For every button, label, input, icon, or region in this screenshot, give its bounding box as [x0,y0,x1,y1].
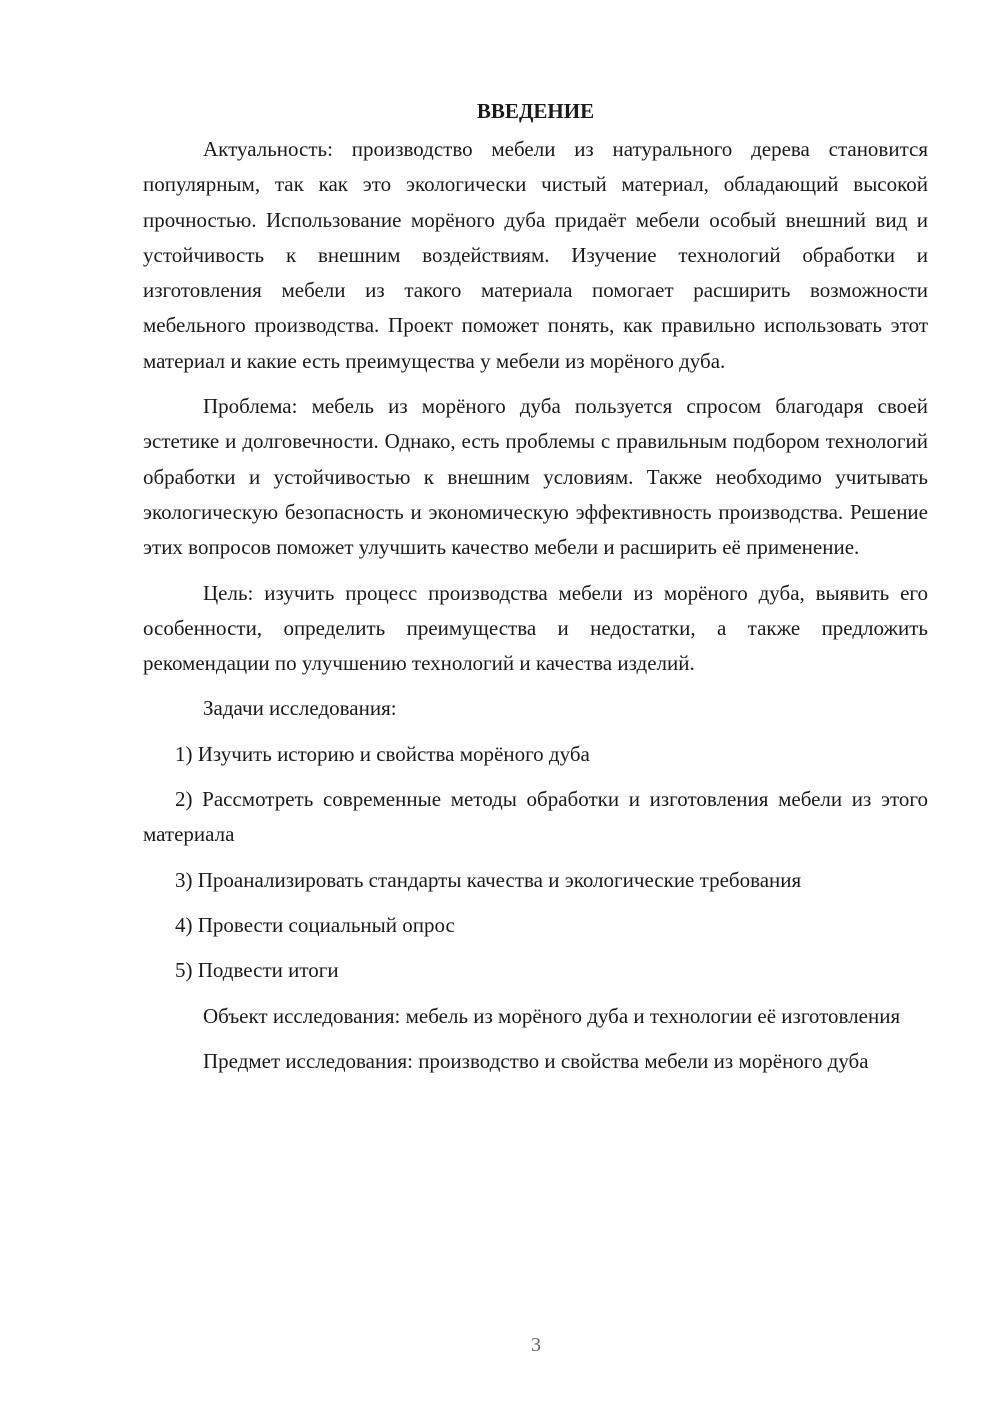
list-item: 5) Подвести итоги [175,958,339,983]
document-page [143,96,928,1089]
page-title: ВВЕДЕНИЕ [476,99,595,123]
paragraph-tasks-heading: Задачи исследования: [203,696,397,721]
paragraph-subject: Предмет исследования: производство и свойства мебели из морёного дуба [203,1048,869,1073]
paragraph-problem: Проблема: мебель из морёного дуба пользуется спросом благодаря своей эстетике и долговечности. Однако, есть проблемы с правильным подбором технологий обработки и устойчивостью к внешним условиям. Также необходимо учитывать экологическую безопасность и экономическую эффективность производства. Решение этих вопросов поможет улучшить качество мебели и расширить её применение. [143,394,928,560]
list-item: 4) Провести социальный опрос [175,912,455,937]
list-item: 2) Рассмотреть современные методы обработки и изготовления мебели из этого материала [143,787,928,847]
list-item: 3) Проанализировать стандарты качества и экологические требования [175,867,802,892]
page-number: 3 [531,1334,541,1356]
list-item: 1) Изучить историю и свойства морёного дуба [175,741,590,766]
paragraph-relevance: Актуальность: производство мебели из натурального дерева становится популярным, так как это экологически чистый материал, обладающий высокой прочностью. Использование морёного дуба придаёт мебели особый внешний вид и устойчивость к внешним воздействиям. Изучение технологий обработки и изготовления мебели из такого материала помогает расширить возможности мебельного производства. Проект поможет понять, как правильно использовать этот материал и какие есть преимущества у мебели из морёного дуба. [143,137,928,373]
paragraph-goal: Цель: изучить процесс производства мебели из морёного дуба, выявить его особенности, определить преимущества и недостатки, а также предложить рекомендации по улучшению технологий и качества изделий. [143,580,928,676]
paragraph-object: Объект исследования: мебель из морёного дуба и технологии её изготовления [203,1003,901,1028]
